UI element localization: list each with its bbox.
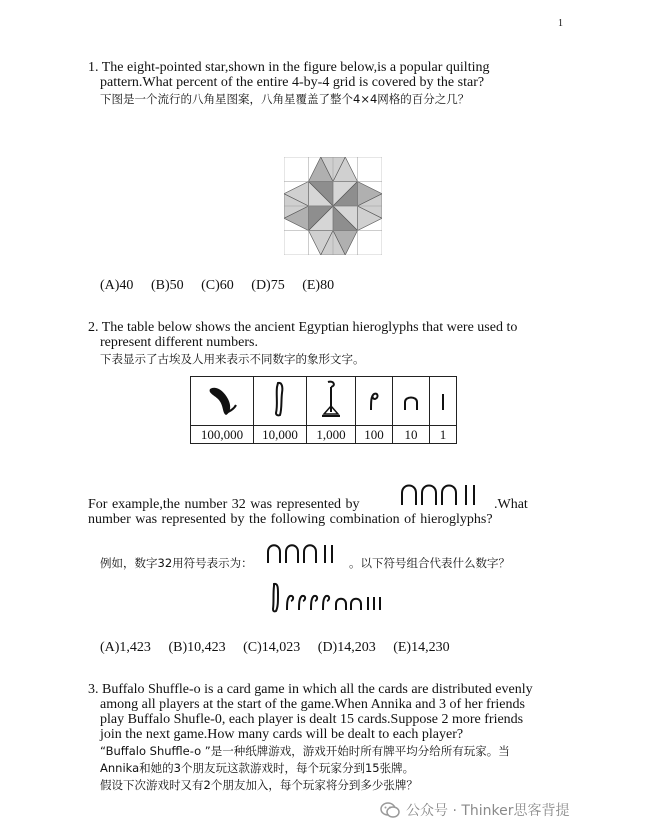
hieroglyph-32-icon (400, 481, 492, 507)
hieroglyph-table (190, 376, 457, 444)
value-10: 10 (393, 426, 430, 444)
q2-example-line2: number was represented by the following combination of hieroglyphs? (88, 512, 493, 527)
q1-choice-a[interactable]: (A)40 (100, 278, 134, 293)
q2-text-line1: 2. The table below shows the ancient Egyptian hieroglyphs that were used to (88, 320, 518, 335)
q2-choice-b[interactable]: (B)10,423 (168, 640, 226, 655)
q1-choice-e[interactable]: (E)80 (302, 278, 335, 293)
q2-choices (100, 640, 464, 656)
value-100000: 100,000 (191, 426, 254, 444)
q2-example-line1a: For example,the number 32 was represented by (88, 497, 360, 512)
value-100: 100 (356, 426, 393, 444)
hieroglyph-combination-icon (270, 580, 390, 614)
stroke-glyph-cell (430, 377, 457, 426)
arch-glyph-cell (393, 377, 430, 426)
q1-choice-d[interactable]: (D)75 (251, 278, 285, 293)
q3-zh-line3: 假设下次游戏时又有2个朋友加入，每个玩家将分到多少张牌？ (100, 778, 418, 792)
eight-pointed-star-figure (284, 157, 382, 255)
value-1000: 1,000 (307, 426, 356, 444)
hieroglyph-32-zh-icon (266, 541, 346, 565)
lotus-plant-glyph-cell (307, 377, 356, 426)
q1-text-line1: 1. The eight-pointed star,shown in the figure below,is a popular quilting (88, 60, 490, 75)
watermark-label: 公众号 · Thinker思客背提 (406, 803, 570, 819)
value-1: 1 (430, 426, 457, 444)
q2-text-line2: represent different numbers. (100, 335, 258, 350)
q3-zh-line2: Annika和她的3个朋友玩这款游戏时，每个玩家分到15张牌。 (100, 761, 415, 775)
page-number: 1 (558, 18, 563, 29)
q2-example-line1b: .What (494, 497, 528, 512)
q2-zh-example-b: 。以下符号组合代表什么数字？ (349, 556, 510, 570)
q2-choice-a[interactable]: (A)1,423 (100, 640, 151, 655)
tadpole-hieroglyph-icon (202, 379, 242, 419)
stroke-hieroglyph-icon (438, 384, 448, 414)
q2-choice-c[interactable]: (C)14,023 (243, 640, 301, 655)
q3-text-line2: among all players at the start of the game.When Annika and 3 of her friends (100, 697, 525, 712)
finger-glyph-cell (254, 377, 307, 426)
q1-text-line2: pattern.What percent of the entire 4-by-4 grid is covered by the star? (100, 75, 485, 90)
wechat-watermark (380, 800, 570, 820)
q1-choices (100, 278, 348, 294)
q2-zh-text: 下表显示了古埃及人用来表示不同数字的象形文字。 (100, 352, 365, 366)
q1-choice-b[interactable]: (B)50 (150, 278, 184, 293)
coil-hieroglyph-icon (365, 384, 383, 414)
q2-zh-example-a: 例如，数字32用符号表示为： (100, 556, 253, 570)
coil-glyph-cell (356, 377, 393, 426)
q3-text-line4: join the next game.How many cards will be dealt to each player? (100, 727, 464, 742)
q2-choice-d[interactable]: (D)14,203 (317, 640, 376, 655)
value-10000: 10,000 (254, 426, 307, 444)
finger-hieroglyph-icon (270, 379, 290, 419)
lotus-glyph-cell (191, 377, 254, 426)
q1-choice-c[interactable]: (C)60 (201, 278, 234, 293)
q2-choice-e[interactable]: (E)14,230 (393, 640, 450, 655)
heel-bone-hieroglyph-icon (402, 384, 420, 414)
q3-text-line1: 3. Buffalo Shuffle-o is a card game in which all the cards are distributed evenly (88, 682, 533, 697)
q3-zh-line1: “Buffalo Shuffle-o ”是一种纸牌游戏，游戏开始时所有牌平均分给所有玩家。当 (100, 744, 510, 758)
q3-text-line3: play Buffalo Shufle-0, each player is dealt 15 cards.Suppose 2 more friends (100, 712, 524, 727)
lotus-hieroglyph-icon (320, 378, 342, 420)
wechat-icon (380, 801, 400, 819)
q1-zh-text: 下图是一个流行的八角星图案，八角星覆盖了整个4×4网格的百分之几？ (100, 92, 470, 106)
